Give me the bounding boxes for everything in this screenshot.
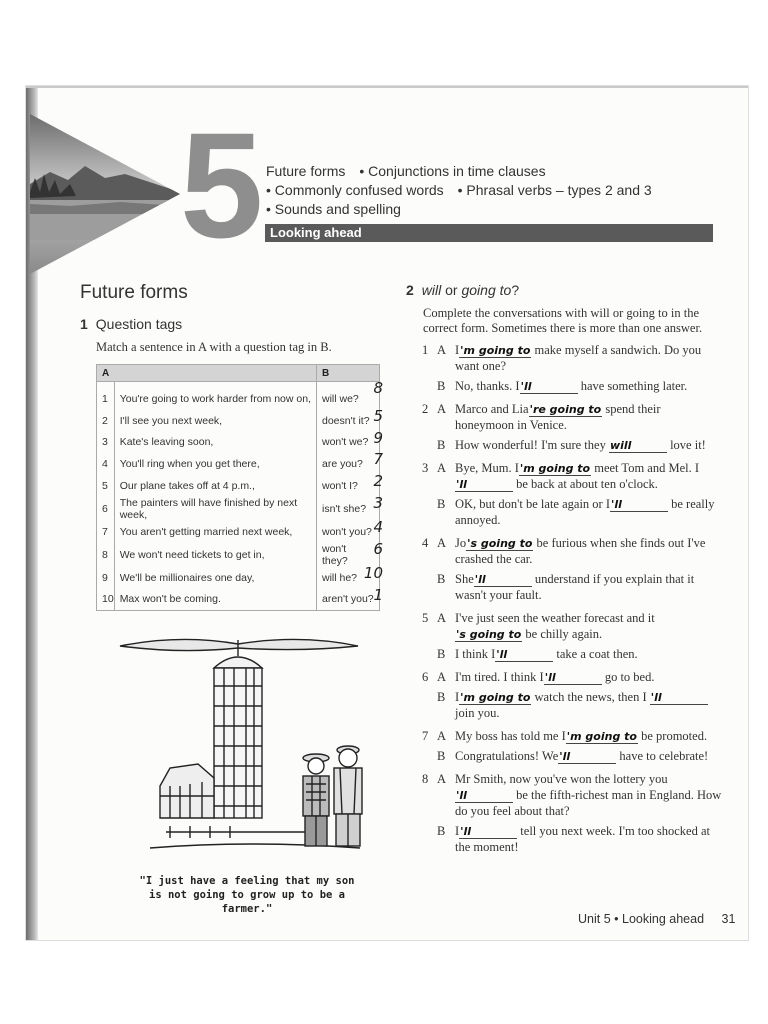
unit-topics (266, 162, 666, 219)
tag-cell (317, 428, 383, 454)
footer-unit-label: Unit 5 (578, 912, 611, 926)
answer-blank[interactable]: 'll (544, 672, 602, 685)
conversation-item: 2 A Marco and Lia're going to spend their honeymoon in Venice. B How wonderful! I'm sure they will love it! (422, 402, 706, 452)
tag-cell (317, 517, 383, 543)
answer-blank[interactable]: 'll (650, 692, 708, 705)
question-tag: won't they? (322, 542, 348, 567)
handwritten-answer: 5 (373, 406, 383, 425)
sentence: You aren't getting married next week, (114, 521, 316, 543)
conversation-item: 7 A My boss has told me I'm going to be promoted. B Congratulations! We'll have to celebrate! (422, 729, 709, 763)
conversation-item: 6 A I'm tired. I think I'll go to bed. B I'm going to watch the news, then I 'll join you. (422, 669, 722, 721)
exercise-2-number: 2 (406, 282, 414, 298)
sentence: We won't need tickets to get in, (114, 543, 316, 567)
conversation-item: 1 A I'm going to make myself a sandwich. Do you want one? B No, thanks. I'll have something later. (422, 343, 702, 393)
conversation-item: 5 A I've just seen the weather forecast and it 's going to be chilly again. B I think I'll take a coat then. (422, 611, 655, 661)
farm-cartoon-illustration (110, 626, 380, 861)
answer-blank[interactable]: 'll (474, 574, 532, 587)
sentence: You'll ring when you get there, (114, 453, 316, 475)
handwritten-answer: 7 (373, 450, 383, 469)
sentence: We'll be millionaires one day, (114, 567, 316, 589)
answer-blank[interactable]: 'm going to (460, 344, 531, 357)
conversation-item: 8 A Mr Smith, now you've won the lottery you 'll be the fifth-richest man in England. How do you feel about that? B I'll tell you next week. I'm too shocked at the moment! (422, 772, 722, 854)
unit-title-bar: Looking ahead (265, 224, 713, 242)
conversation-item: 4 A Jo's going to be furious when she finds out I've crashed the car. B She'll understand if you explain that it wasn't your fault. (422, 536, 706, 602)
table-row: 8 We won't need tickets to get in, won't they? 6 (97, 543, 380, 567)
sentence: You're going to work harder from now on, (114, 382, 316, 410)
sentence: Max won't be coming. (114, 589, 316, 611)
exercise-2-title: 2 will or going to? (406, 282, 520, 298)
handwritten-answer: 4 (373, 517, 383, 536)
section-title: Future forms (80, 282, 188, 303)
caption-line-1: "I just have a feeling that my son (139, 875, 355, 887)
answer-blank[interactable]: 's going to (456, 628, 522, 641)
exercise-2-instruction: Complete the conversations with will or going to in the correct form. Sometimes there is more than one answer. (423, 306, 703, 335)
exercise-1-instruction: Match a sentence in A with a question tag in B. (96, 340, 332, 354)
question-tag: aren't you? (322, 593, 374, 606)
question-tag: won't you? (322, 525, 372, 538)
answer-blank[interactable]: 're going to (529, 403, 602, 416)
tag-cell (317, 493, 383, 521)
topic-sounds-spelling: • Sounds and spelling (266, 201, 401, 217)
handwritten-answer: 1 (373, 585, 383, 604)
table-row: 9 We'll be millionaires one day, will he? 10 (97, 567, 380, 589)
table-row: 3 Kate's leaving soon, won't we? 9 (97, 432, 380, 454)
answer-blank[interactable]: 'll (495, 649, 553, 662)
handwritten-answer: 8 (373, 379, 383, 397)
question-tag-table (96, 364, 383, 611)
answer-blank[interactable]: 'll (558, 751, 616, 764)
topic-phrasal-verbs: • Phrasal verbs – types 2 and 3 (457, 182, 652, 198)
answer-blank[interactable]: 'll (610, 499, 668, 512)
question-tag: doesn't it? (322, 414, 370, 427)
question-tag: are you? (322, 458, 363, 471)
column-b-header: B (317, 365, 380, 382)
sentence: Kate's leaving soon, (114, 432, 316, 454)
answer-blank[interactable]: 'll (455, 790, 513, 803)
exercise-1-number: 1 (80, 316, 88, 332)
handwritten-answer: 10 (363, 563, 383, 582)
footer-separator: • (614, 912, 619, 926)
cartoon-caption (122, 874, 372, 916)
caption-line-2: is not going to grow up to be a farmer." (149, 889, 345, 915)
unit-number: 5 (180, 101, 258, 269)
tag-cell (317, 472, 383, 497)
answer-blank[interactable]: 'm going to (460, 691, 531, 704)
question-tag: won't I? (322, 480, 358, 493)
answer-blank[interactable]: 'll (455, 479, 513, 492)
answer-blank[interactable]: 'm going to (566, 730, 637, 743)
tag-cell (317, 406, 383, 432)
sentence: Our plane takes off at 4 p.m., (114, 475, 316, 497)
handwritten-answer: 9 (373, 428, 383, 447)
exercise-1-name: Question tags (95, 316, 183, 332)
workbook-page (26, 86, 748, 940)
answer-blank[interactable]: 'm going to (519, 462, 591, 475)
tag-cell (317, 585, 383, 611)
question-tag: won't we? (322, 436, 369, 449)
table-row: 6 The painters will have finished by next week, isn't she? 3 (97, 497, 380, 521)
tag-cell (317, 450, 383, 475)
question-tag: will we? (322, 392, 359, 405)
handwritten-answer: 2 (373, 472, 383, 491)
question-tag: will he? (322, 571, 358, 584)
topic-confused-words: • Commonly confused words (266, 182, 444, 198)
handwritten-answer: 3 (373, 493, 383, 512)
answer-blank[interactable]: will (609, 440, 667, 453)
handwritten-answer: 6 (373, 539, 383, 558)
table-row: 2 I'll see you next week, doesn't it? 5 (97, 410, 380, 432)
answer-blank[interactable]: 'll (459, 826, 517, 839)
page-top-edge (26, 86, 748, 88)
answer-blank[interactable]: 'll (520, 381, 578, 394)
answer-blank[interactable]: 's going to (467, 537, 533, 550)
table-row: 1 You're going to work harder from now on, will we? 8 (97, 382, 380, 410)
exercise-1-title (80, 316, 182, 332)
topic-future-forms: Future forms (266, 163, 346, 179)
topic-conjunctions: • Conjunctions in time clauses (359, 163, 546, 179)
page-footer (578, 912, 735, 926)
page-number: 31 (721, 912, 736, 926)
footer-unit-title: Looking ahead (622, 912, 705, 926)
table-row: 4 You'll ring when you get there, are you? 7 (97, 453, 380, 475)
column-a-header: A (97, 365, 317, 382)
question-tag: isn't she? (322, 502, 367, 515)
table-row: 5 Our plane takes off at 4 p.m., won't I? 2 (97, 475, 380, 497)
table-row: 7 You aren't getting married next week, won't you? 4 (97, 521, 380, 543)
table-row: 10 Max won't be coming. aren't you? 1 (97, 589, 380, 611)
sentence: I'll see you next week, (114, 410, 316, 432)
sentence: The painters will have finished by next week, (114, 497, 316, 521)
conversation-item: 3 A Bye, Mum. I'm going to meet Tom and Mel. I'll be back at about ten o'clock. B OK, but don't be late again or I'll be really annoyed. (422, 461, 715, 527)
conversation-list (422, 342, 722, 862)
tag-cell (317, 563, 383, 589)
tag-cell (317, 379, 383, 410)
landscape-triangle-image (30, 114, 180, 274)
